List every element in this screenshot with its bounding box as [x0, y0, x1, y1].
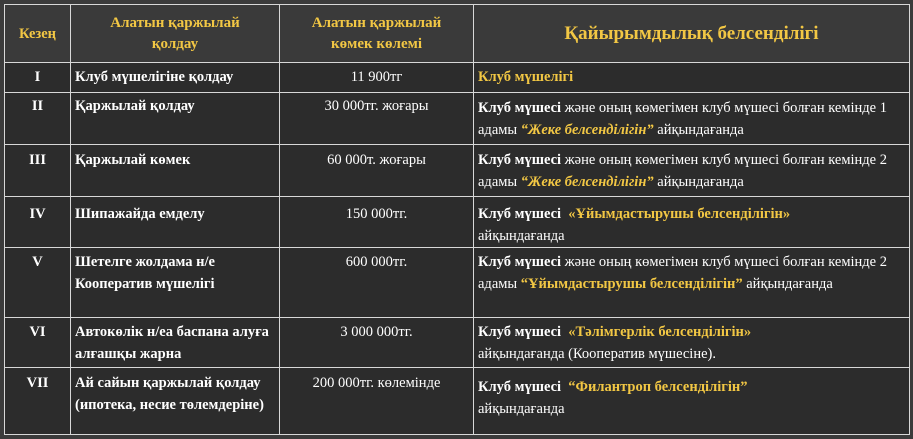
- activity-member: Клуб мүшесі: [478, 152, 562, 168]
- activity-text: және оның көмегімен клуб мүшесі болған кемінде 2 адамы: [478, 152, 887, 190]
- header-amount-line2: көмек көлемі: [330, 35, 422, 52]
- activity-text: және оның көмегімен клуб мүшесі болған кемінде 2 адамы: [478, 254, 887, 292]
- activity-highlight: Клуб мүшелігі: [478, 69, 574, 85]
- period-cell: V: [5, 248, 71, 318]
- activity-highlight: “Ұйымдастырушы белсенділігін”: [520, 276, 743, 292]
- header-row: [5, 5, 910, 63]
- period-cell: I: [5, 63, 71, 93]
- header-support-line1: Алатын қаржылай: [110, 14, 240, 31]
- support-cell: Қаржылай көмек: [71, 145, 280, 197]
- amount-cell: 200 000тг. көлемінде: [280, 368, 474, 435]
- header-period: Кезең: [5, 5, 71, 63]
- support-cell: Шипажайда емделу: [71, 197, 280, 248]
- activity-text-end: айқындағанда: [653, 174, 744, 190]
- table-row: [5, 248, 910, 318]
- activity-highlight: “Жеке белсенділігін”: [520, 122, 654, 138]
- table-row: [5, 197, 910, 248]
- activity-cell: [474, 197, 910, 248]
- support-cell: Шетелге жолдама н/е Кооператив мүшелігі: [71, 248, 280, 318]
- activity-member: Клуб мүшесі: [478, 379, 562, 395]
- header-support-line2: қолдау: [151, 35, 199, 52]
- activity-cell: [474, 318, 910, 368]
- amount-cell: 60 000т. жоғары: [280, 145, 474, 197]
- activity-highlight: “Жеке белсенділігін”: [520, 174, 654, 190]
- activity-highlight: «Тәлімгерлік белсенділігін»: [568, 324, 752, 340]
- support-cell: Автокөлік н/еа баспана алуға алғашқы жарна: [71, 318, 280, 368]
- activity-member: Клуб мүшесі: [478, 100, 562, 116]
- activity-highlight: “Филантроп белсенділігін”: [568, 379, 748, 395]
- table-row: [5, 93, 910, 145]
- amount-cell: 30 000тг. жоғары: [280, 93, 474, 145]
- header-activity: Қайырымдылық белсенділігі: [474, 5, 910, 63]
- header-amount-line1: Алатын қаржылай: [311, 14, 442, 31]
- period-cell: III: [5, 145, 71, 197]
- amount-cell: 3 000 000тг.: [280, 318, 474, 368]
- activity-cell: [474, 145, 910, 197]
- period-cell: IV: [5, 197, 71, 248]
- activity-text-end: айқындағанда (Кооператив мүшесіне).: [478, 346, 716, 362]
- activity-text: және оның көмегімен клуб мүшесі болған кемінде 1 адамы: [478, 100, 887, 138]
- activity-text-end: айқындағанда: [478, 228, 565, 244]
- period-cell: VII: [5, 368, 71, 435]
- support-cell: Қаржылай қолдау: [71, 93, 280, 145]
- amount-cell: 150 000тг.: [280, 197, 474, 248]
- activity-text-end: айқындағанда: [478, 401, 565, 417]
- support-cell: Клуб мүшелігіне қолдау: [71, 63, 280, 93]
- activity-text-end: айқындағанда: [742, 276, 833, 292]
- amount-cell: 11 900тг: [280, 63, 474, 93]
- activity-highlight: «Ұйымдастырушы белсенділігін»: [568, 206, 791, 222]
- header-amount: [280, 5, 474, 63]
- activity-cell: [474, 63, 910, 93]
- activity-cell: [474, 93, 910, 145]
- table-row: [5, 63, 910, 93]
- benefits-table: [4, 4, 910, 435]
- amount-cell: 600 000тг.: [280, 248, 474, 318]
- activity-cell: [474, 368, 910, 435]
- activity-text-end: айқындағанда: [653, 122, 744, 138]
- activity-member: Клуб мүшесі: [478, 254, 562, 270]
- table-row: [5, 368, 910, 435]
- activity-member: Клуб мүшесі: [478, 206, 562, 222]
- activity-cell: [474, 248, 910, 318]
- period-cell: II: [5, 93, 71, 145]
- table-row: [5, 145, 910, 197]
- header-support: [71, 5, 280, 63]
- support-cell: Ай сайын қаржылай қолдау (ипотека, несие төлемдеріне): [71, 368, 280, 435]
- table-row: [5, 318, 910, 368]
- activity-member: Клуб мүшесі: [478, 324, 562, 340]
- period-cell: VI: [5, 318, 71, 368]
